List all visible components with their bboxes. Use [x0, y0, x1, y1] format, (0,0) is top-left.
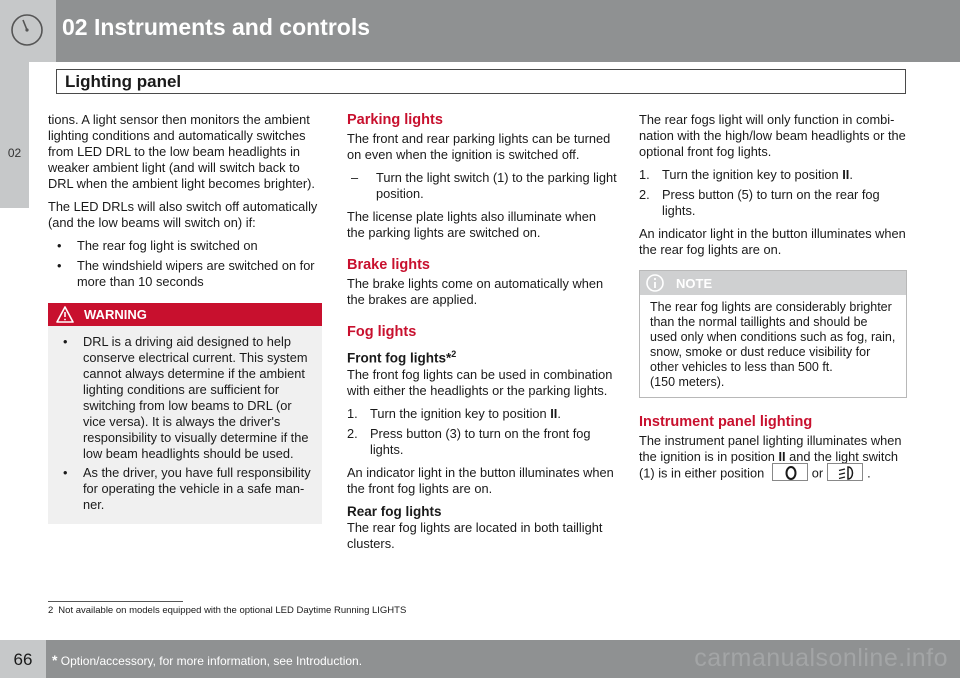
warning-header [48, 303, 322, 326]
front-fog-paragraph: The front fog lights can be used in combination with either the headlights or the parking lights. [347, 366, 613, 398]
front-fog-lights-heading: Front fog lights*$^2$ [347, 349, 457, 366]
section-title: Lighting panel [65, 72, 182, 91]
license-plate-paragraph: The license plate lights also illuminate when the parking lights are switched on. [347, 209, 596, 240]
drl-switch-off-paragraph: The LED DRLs will also switch off automatically (and the low beams will switch on) if: [48, 199, 318, 230]
note-box [639, 270, 907, 398]
footnote: 2 Not available on models equipped with the optional LED Daytime Running LIGHTS [48, 605, 407, 616]
column-2 [347, 112, 617, 559]
info-icon [646, 274, 664, 292]
brake-lights-heading: Brake lights [347, 257, 430, 273]
fog-lights-heading: Fog lights [347, 324, 417, 340]
watermark: carmanualsonline.info [694, 644, 948, 672]
drl-sensor-paragraph: tions. A light sensor then monitors the ambient lighting conditions and automatically switches from LED DRL to the low beam headlights in weaker ambient light (and will switch back to DRL when the ambient light becomes brighter). [48, 112, 315, 191]
footnote-ref: 2 [451, 349, 457, 359]
header-icon-box [0, 0, 56, 62]
list-item: • The rear fog light is switched on [57, 238, 258, 253]
note-body: The rear fog lights are considerably brighter than the normal taillights and should be used only when conditions such as fog, rain, snow, smoke or dust reduce visibility for other vehicles to less than 500 ft. (150 meters). [650, 300, 896, 389]
rear-fog-indicator-paragraph: An indicator light in the button illuminates when the rear fog lights are on. [639, 226, 906, 257]
brake-lights-paragraph: The brake lights come on automatically when the brakes are applied. [347, 276, 604, 307]
rear-fog-paragraph: The rear fog lights are located in both taillight clusters. [347, 519, 603, 551]
instrument-lighting-heading: Instrument panel lighting [639, 414, 813, 430]
note-header [640, 271, 906, 295]
switch-position-0-icon [772, 463, 808, 481]
section-bar [56, 69, 906, 94]
parking-lights-paragraph: The front and rear parking lights can be turned on even when the ignition is switched off. [347, 131, 611, 162]
warning-triangle-icon [56, 306, 74, 323]
rear-fog-function-paragraph: The rear fogs light will only function in combi-nation with the high/low beam headlights or the optional front fog lights. [639, 112, 906, 159]
footer-option-note: * Option/accessory, for more information, see Introduction. [52, 652, 363, 668]
low-beam-headlight-icon [827, 463, 863, 481]
warning-title: WARNING [84, 307, 147, 322]
page-header [0, 0, 960, 62]
chapter-side-tab [0, 62, 29, 208]
list-item: • As the driver, you have full responsibility for operating the vehicle in a safe man-ner. [63, 465, 311, 512]
parking-steps-list [347, 170, 617, 202]
column-1 [48, 112, 322, 524]
front-fog-steps [347, 406, 617, 458]
parking-lights-heading: Parking lights [347, 112, 443, 128]
page-footer [0, 640, 960, 678]
speedometer-icon [10, 13, 44, 47]
front-fog-indicator-paragraph: An indicator light in the button illuminates when the front fog lights are on. [347, 464, 614, 496]
list-item: 1. Turn the ignition key to position II. [639, 167, 853, 182]
warning-box [48, 303, 322, 524]
column-3 [639, 112, 907, 490]
page-number: 66 [13, 650, 33, 669]
list-item: • DRL is a driving aid designed to help conserve electrical current. This system cannot always determine if the ambient lighting conditions are sufficient for switching from low beams to DRL (or vice versa). It is always the driver's responsibility to visually determine if the low beam headlights should be used. [63, 334, 309, 461]
side-tab-label: 02 [7, 146, 22, 160]
list-item: 2. Press button (5) to turn on the rear fog lights. [639, 187, 880, 218]
page-number-box [0, 640, 46, 678]
list-item: – Turn the light switch (1) to the parking light position. [351, 170, 617, 201]
drl-conditions-list [48, 238, 322, 290]
note-title: NOTE [676, 276, 713, 291]
chapter-title: 02 Instruments and controls [62, 14, 371, 40]
list-item: 2. Press button (3) to turn on the front fog lights. [347, 425, 591, 457]
list-item: 1. Turn the ignition key to position II. [347, 405, 561, 421]
list-item: • The windshield wipers are switched on for more than 10 seconds [57, 258, 315, 289]
instrument-lighting-paragraph: The instrument panel lighting illuminates when the ignition is in position II and the light switch (1) is in either position or . [639, 433, 902, 481]
rear-fog-lights-heading: Rear fog lights [347, 503, 442, 519]
warning-list [48, 326, 322, 513]
rear-fog-steps [639, 167, 907, 219]
footnote-rule [48, 601, 183, 602]
